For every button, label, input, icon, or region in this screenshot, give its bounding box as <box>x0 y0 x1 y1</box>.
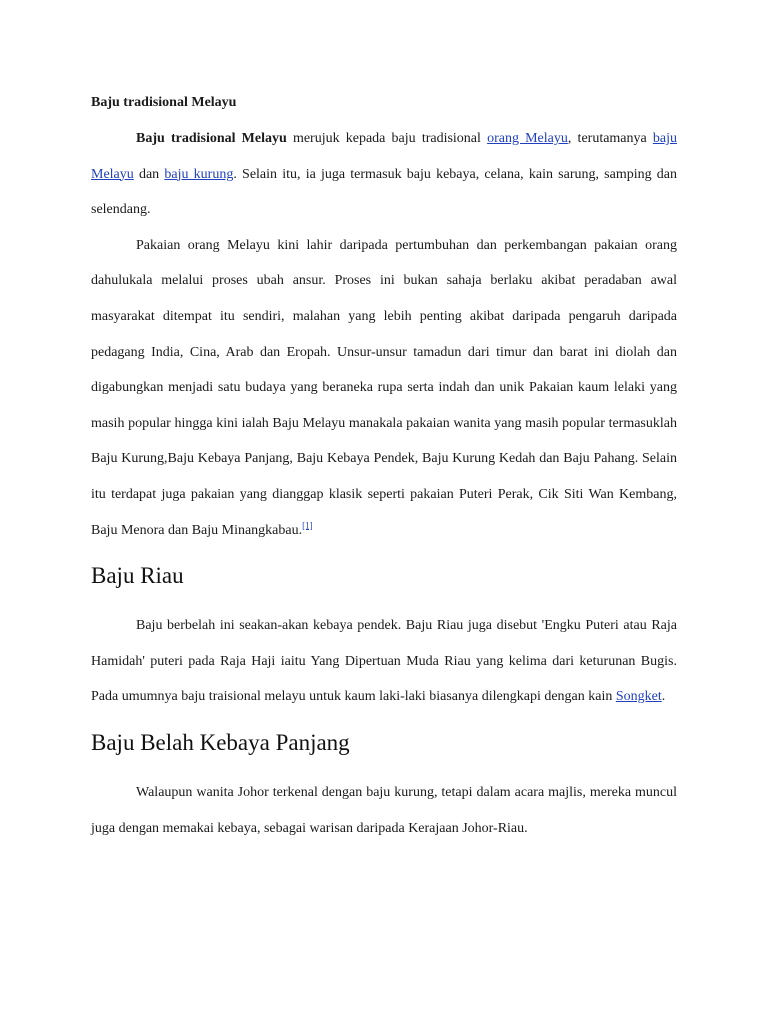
belah-paragraph <box>91 775 677 846</box>
document-title: Baju tradisional Melayu <box>91 95 237 110</box>
link-baju-kurung[interactable]: baju kurung <box>164 166 234 182</box>
section-heading-baju-riau: Baju Riau <box>91 563 184 589</box>
history-paragraph <box>91 228 677 548</box>
riau-text: Baju berbelah ini seakan-akan kebaya pendek. Baju Riau juga disebut 'Engku Puteri atau Raja Hamidah' puteri pada Raja Haji iaitu Yang Dipertuan Muda Riau yang kelima dari keturunan Bugis. Pada umumnya baju traisional melayu untuk kaum laki-laki biasanya dilengkapi dengan kain <box>91 618 677 705</box>
intro-text-2: , terutamanya <box>567 131 653 146</box>
history-text: Pakaian orang Melayu kini lahir daripada pertumbuhan dan perkembangan pakaian orang dahulukala melalui proses ubah ansur. Proses ini bukan sahaja berlaku akibat peradaban awal masyarakat ditempat itu sendiri, malahan yang lebih penting akibat daripada pengaruh daripada pedagang India, Cina, Arab dan Eropah. Unsur-unsur tamadun dari timur dan barat ini diolah dan digabungkan menjadi satu budaya yang beraneka rupa serta indah dan unik Pakaian kaum lelaki yang masih popular hingga kini ialah Baju Melayu manakala pakaian wanita yang masih popular termasuklah Baju Kurung,Baju Kebaya Panjang, Baju Kebaya Pendek, Baju Kurung Kedah dan Baju Pahang. Selain itu terdapat juga pakaian yang dianggap klasik seperti pakaian Puteri Perak, Cik Siti Wan Kembang, Baju Menora dan Baju Minangkabau. <box>91 237 677 538</box>
link-baju-melayu[interactable]: baju Melayu <box>91 131 678 182</box>
intro-text-3: dan <box>133 166 165 182</box>
belah-text: Walaupun wanita Johor terkenal dengan baju kurung, tetapi dalam acara majlis, mereka muncul juga dengan memakai kebaya, sebagai warisan daripada Kerajaan Johor-Riau. <box>91 784 677 836</box>
intro-bold-term: Baju tradisional Melayu <box>136 131 287 146</box>
reference-link[interactable]: [1] <box>302 519 313 530</box>
document-body <box>91 88 677 846</box>
intro-paragraph <box>91 121 677 228</box>
link-orang-melayu[interactable]: orang Melayu <box>487 131 568 146</box>
intro-text-1: merujuk kepada baju tradisional <box>286 131 488 146</box>
riau-paragraph <box>91 608 677 715</box>
intro-text-4: . Selain itu, ia juga termasuk baju kebaya, celana, kain sarung, samping dan selendang. <box>91 166 678 218</box>
riau-text-end: . <box>661 689 666 705</box>
section-heading-baju-belah: Baju Belah Kebaya Panjang <box>91 729 350 755</box>
link-songket[interactable]: Songket <box>615 689 662 705</box>
